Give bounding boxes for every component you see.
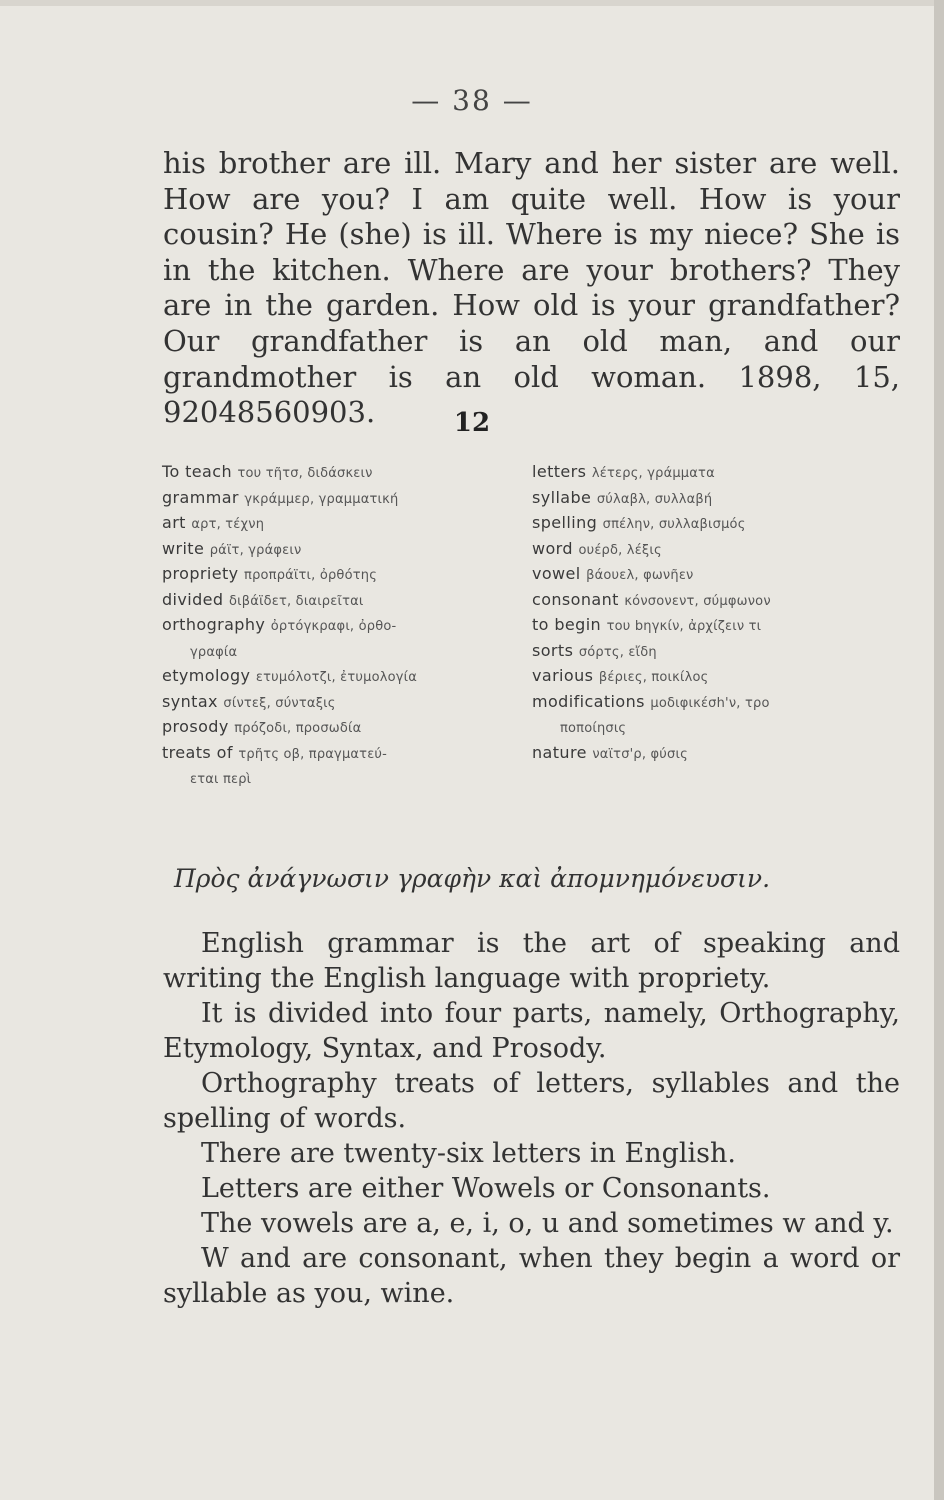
paragraph: English grammar is the art of speaking and writing the English language with propriety. (163, 928, 900, 994)
vocab-row: To teach του τῆτσ, διδάσκειν (162, 462, 373, 481)
vocab-row: nature ναϊτσ'ρ, φύσις (532, 742, 688, 762)
vocab-row: prosody πρόζοδι, προσωδία (162, 717, 362, 736)
vocab-row: etymology ετυμόλοτζι, ἐτυμολογία (162, 666, 418, 685)
vocab-row: consonant κόνσονεντ, σύμφωνον (532, 589, 771, 609)
vocab-row: modifications μοδιφικέσh'ν, τρο (532, 691, 770, 711)
vocab-row: treats of τρῆτς οβ, πραγματεύ- (162, 742, 388, 762)
paragraph: Orthography treats of letters, syllables and the spelling of words. (163, 1068, 900, 1134)
paragraph: Letters are either Wowels or Consonants. (201, 1173, 771, 1204)
vocab-row: grammar γκράμμερ, γραμματική (162, 487, 399, 507)
page-number: — 38 — (411, 84, 533, 117)
vocab-row: syllabe σύλαβλ, συλλαβή (532, 487, 713, 507)
intro-paragraph: his brother are ill. Mary and her sister are well. How are you? I am quite well. How is your cousin? He (she) is ill. Where is my niece? She is in the kitchen. Where are your brothers? They are in the garden. How old is your grandfather? Our grandfather is an old man, and our grandmother is an old woman. 1898, 15, 92048560903. (163, 146, 900, 430)
vocab-row: to begin του bηγκίν, ἀρχίζειν τι (532, 615, 762, 634)
vocab-row-continuation: ποποίησις (560, 721, 627, 736)
vocab-row: orthography ὀρτόγκραφι, ὀρθο- (162, 615, 397, 634)
section-number: 12 (453, 408, 491, 438)
vocab-row: spelling σπέλην, συλλαβισμός (532, 513, 746, 532)
vocab-row-continuation: εται περὶ (190, 772, 252, 787)
vocab-row: syntax σίντεξ, σύνταξις (162, 691, 336, 711)
paragraph: W and are consonant, when they begin a word or syllable as you, wine. (163, 1243, 900, 1309)
vocab-row: art αρτ, τέχνη (162, 513, 265, 532)
vocabulary-right-column (532, 460, 892, 766)
reading-heading: Πρὸς ἀνάγνωσιν γραφὴν καὶ ἀπομνημόνευσιν. (173, 864, 771, 893)
page-right-edge (934, 0, 944, 1500)
vocab-row: propriety προπράϊτι, ὀρθότης (162, 564, 378, 583)
paragraph: It is divided into four parts, namely, Orthography, Etymology, Syntax, and Prosody. (163, 998, 900, 1064)
vocab-row: word ουέρδ, λέξις (532, 538, 662, 558)
paragraph: The vowels are a, e, i, o, u and sometimes w and y. (201, 1208, 894, 1239)
reading-text (163, 926, 900, 1311)
vocab-row-continuation: γραφία (190, 644, 238, 660)
vocab-row: vowel βάουελ, φωνῆεν (532, 564, 694, 583)
vocab-row: write ράϊτ, γράφειν (162, 538, 302, 558)
vocab-row: sorts σόρτς, εἴδη (532, 640, 657, 660)
paragraph: There are twenty-six letters in English. (201, 1138, 736, 1169)
vocabulary-left-column (162, 460, 522, 792)
vocab-row: divided διβάϊδετ, διαιρεῖται (162, 589, 364, 609)
page-top-edge (0, 0, 944, 6)
vocab-row: various βέριες, ποικίλος (532, 666, 709, 685)
vocab-row: letters λέτερς, γράμματα (532, 462, 715, 481)
